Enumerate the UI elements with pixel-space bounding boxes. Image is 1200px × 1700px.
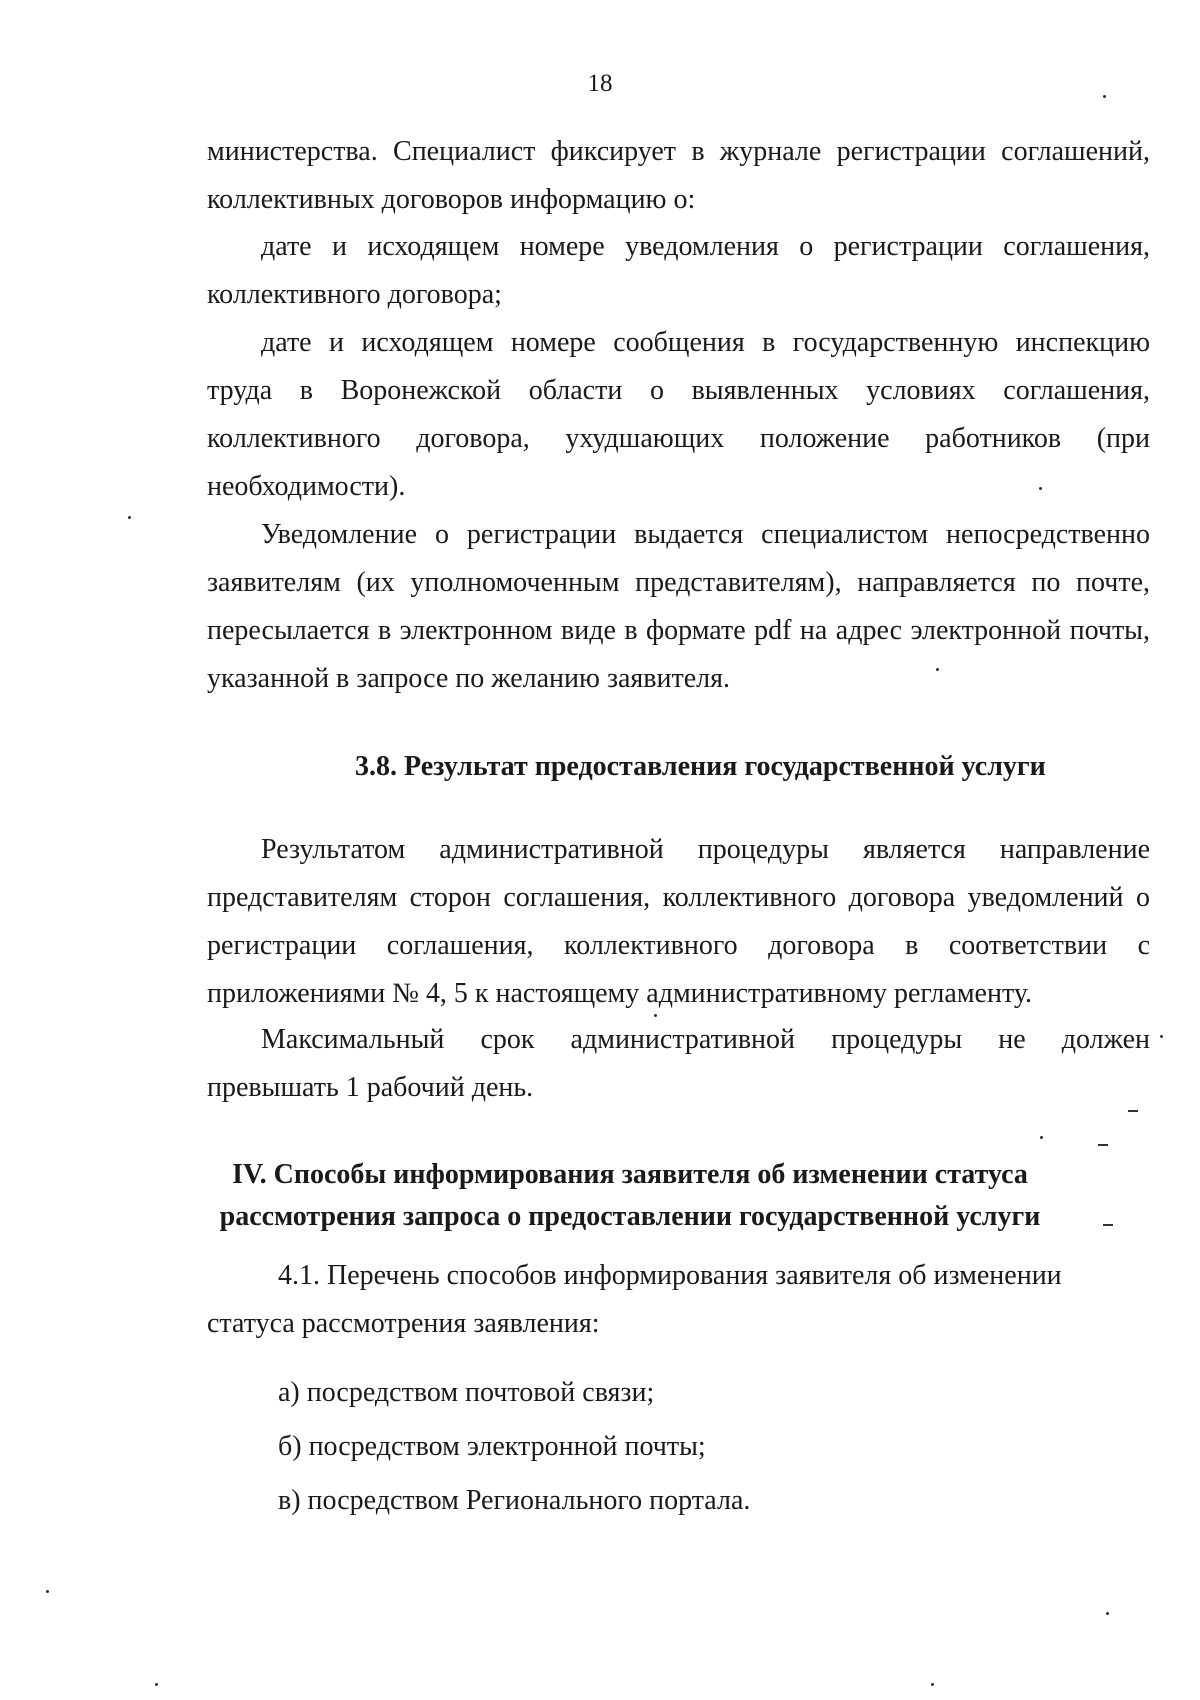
paragraph-line: дате и исходящем номере сообщения в государственную инспекцию: [261, 327, 1150, 358]
scan-speck: [1040, 1136, 1043, 1139]
paragraph-line: коллективного договора;: [207, 279, 502, 310]
paragraph-line: коллективных договоров информацию о:: [207, 184, 696, 215]
paragraph-4: [207, 511, 1150, 703]
scan-speck: [155, 1683, 158, 1686]
paragraph-3: [207, 319, 1150, 511]
scan-speck: [936, 668, 939, 671]
paragraph-7: [278, 1252, 1128, 1300]
paragraph-7-continued: [207, 1300, 1150, 1348]
list-item: а) посредством почтовой связи;: [278, 1377, 655, 1408]
scan-speck: [1160, 1035, 1163, 1038]
scan-speck: [1103, 95, 1106, 98]
section-heading-iv: [30, 1154, 1200, 1238]
paragraph-line: необходимости).: [207, 471, 406, 502]
paragraph-1: [207, 128, 1150, 224]
scan-speck: [654, 1014, 657, 1017]
paragraph-line: дате и исходящем номере уведомления о регистрации соглашения,: [261, 231, 1150, 262]
paragraph-line: труда в Воронежской области о выявленных условиях соглашения,: [207, 375, 1150, 406]
paragraph-5: [207, 826, 1150, 1018]
paragraph-line: заявителям (их уполномоченным представителям), направляется по почте,: [207, 567, 1150, 598]
paragraph-line: представителям сторон соглашения, коллективного договора уведомлений о: [207, 882, 1150, 913]
paragraph-line: указанной в запросе по желанию заявителя.: [207, 663, 731, 694]
paragraph-2: [207, 223, 1150, 319]
paragraph-line: министерства. Специалист фиксирует в журнале регистрации соглашений,: [207, 136, 1150, 167]
paragraph-line: 4.1. Перечень способов информирования заявителя об изменении: [278, 1260, 1062, 1291]
paragraph-line: Результатом административной процедуры является направление: [261, 834, 1150, 865]
scan-dash: [1128, 1110, 1138, 1112]
section-heading-3-8: 3.8. Результат предоставления государственной услуги: [355, 751, 1046, 782]
scan-dash: [1098, 1144, 1108, 1146]
paragraph-6: [207, 1016, 1150, 1112]
heading-line: рассмотрения запроса о предоставлении государственной услуги: [219, 1201, 1041, 1232]
scan-speck: [46, 1590, 49, 1593]
paragraph-line: регистрации соглашения, коллективного договора в соответствии с: [207, 930, 1150, 961]
scan-speck: [1106, 1612, 1109, 1615]
page-number: 18: [587, 70, 613, 97]
paragraph-line: Максимальный срок административной процедуры не должен: [261, 1024, 1150, 1055]
heading-line: IV. Способы информирования заявителя об изменении статуса: [232, 1159, 1028, 1190]
paragraph-line: коллективного договора, ухудшающих положение работников (при: [207, 423, 1150, 454]
paragraph-line: Уведомление о регистрации выдается специалистом непосредственно: [261, 519, 1150, 550]
list-item: в) посредством Регионального портала.: [278, 1485, 751, 1516]
paragraph-line: приложениями № 4, 5 к настоящему административному регламенту.: [207, 978, 1033, 1009]
methods-list: [278, 1366, 1128, 1528]
list-item: б) посредством электронной почты;: [278, 1431, 706, 1462]
paragraph-line: пересылается в электронном виде в формате pdf на адрес электронной почты,: [207, 615, 1150, 646]
scan-dash: [1103, 1224, 1113, 1226]
scan-speck: [931, 1683, 934, 1686]
scan-speck: [128, 516, 131, 519]
scan-speck: [1039, 487, 1042, 490]
paragraph-line: статуса рассмотрения заявления:: [207, 1308, 600, 1339]
paragraph-line: превышать 1 рабочий день.: [207, 1072, 534, 1103]
